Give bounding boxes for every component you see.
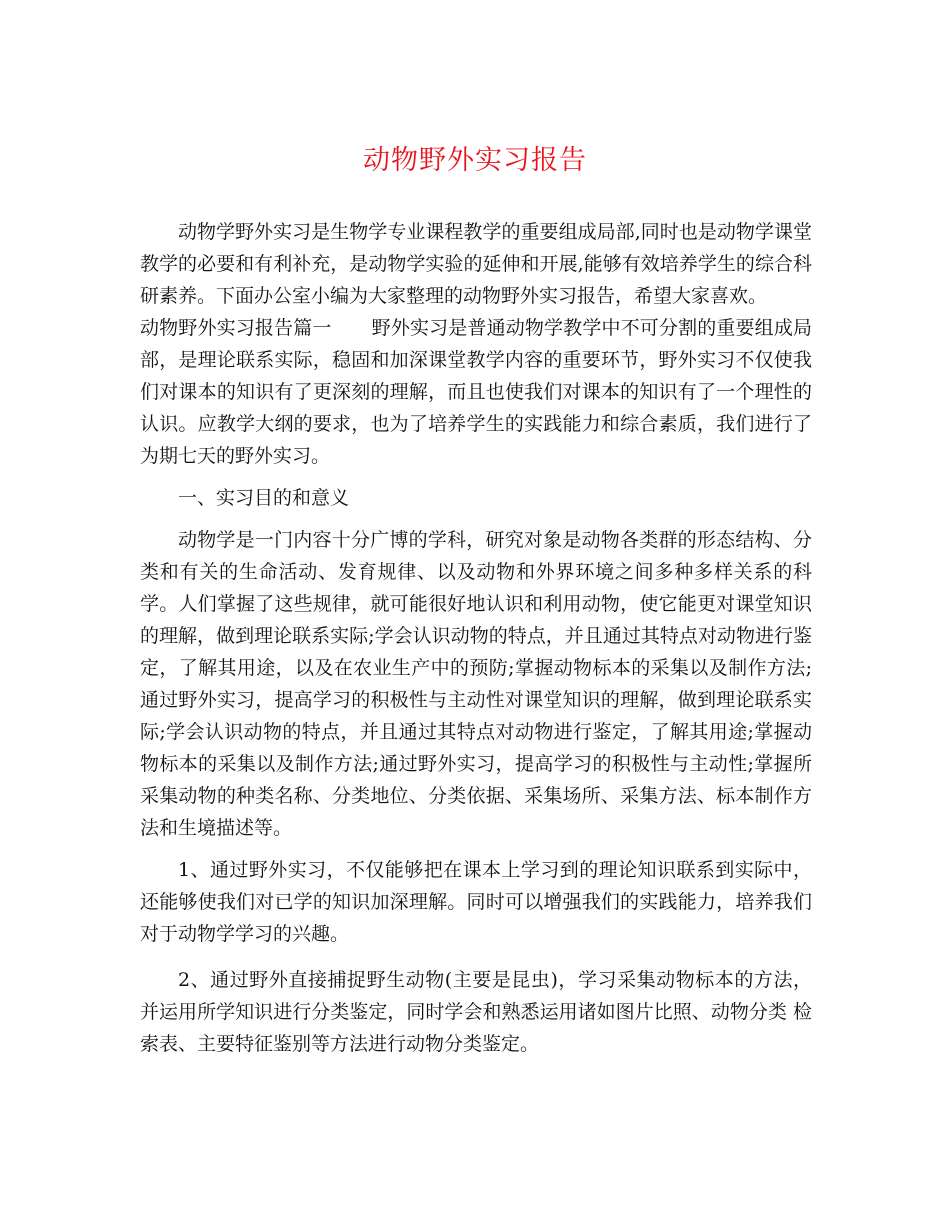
document-body <box>140 216 812 1060</box>
purpose-paragraph: 动物学是一门内容十分广博的学科，研究对象是动物各类群的形态结构、分类和有关的生命活动、发育规律、以及动物和外界环境之间多种多样关系的科学。人们掌握了这些规律，就可能很好地认识和利用动物，使它能更对课堂知识的理解，做到理论联系实际;学会认识动物的特点，并且通过其特点对动物进行鉴定，了解其用途，以及在农业生产中的预防;掌握动物标本的采集以及制作方法;通过野外实习，提高学习的积极性与主动性对课堂知识的理解，做到理论联系实际;学会认识动物的特点，并且通过其特点对动物进行鉴定，了解其用途;掌握动物标本的采集以及制作方法;通过野外实习，提高学习的积极性与主动性;掌握所采集动物的种类名称、分类地位、分类依据、采集场所、采集方法、标本制作方法和生境描述等。 <box>140 529 812 839</box>
section-heading-purpose: 一、实习目的和意义 <box>178 487 350 509</box>
list-item-2: 2、通过野外直接捕捉野生动物(主要是昆虫)，学习采集动物标本的方法， 并运用所学知识进行分类鉴定，同时学会和熟悉运用诸如图片比照、动物分类 检索表、主要特征鉴别等方法进行动物分类鉴定。 <box>140 969 812 1055</box>
intro-paragraph: 动物学野外实习是生物学专业课程教学的重要组成局部,同时也是动物学课堂教学的必要和有利补充，是动物学实验的延伸和开展,能够有效培养学生的综合科研素养。下面办公室小编为大家整理的动物野外实习报告，希望大家喜欢。 <box>140 221 812 307</box>
document-title: 动物野外实习报告 <box>363 145 587 176</box>
part-one-paragraph <box>140 312 812 472</box>
part-one-text: 野外实习是普通动物学教学中不可分割的重要组成局部，是理论联系实际，稳固和加深课堂教学内容的重要环节，野外实习不仅使我们对课本的知识有了更深刻的理解，而且也使我们对课本的知识有了一个理性的认识。应教学大纲的要求，也为了培养学生的实践能力和综合素质，我们进行了为期七天的野外实习。 <box>140 317 812 467</box>
list-item-1: 1、通过野外实习，不仅能够把在课本上学习到的理论知识联系到实际中，还能够使我们对已学的知识加深理解。同时可以增强我们的实践能力，培养我们对于动物学学习的兴趣。 <box>140 859 812 945</box>
part-one-label: 动物野外实习报告篇一 <box>140 317 332 339</box>
